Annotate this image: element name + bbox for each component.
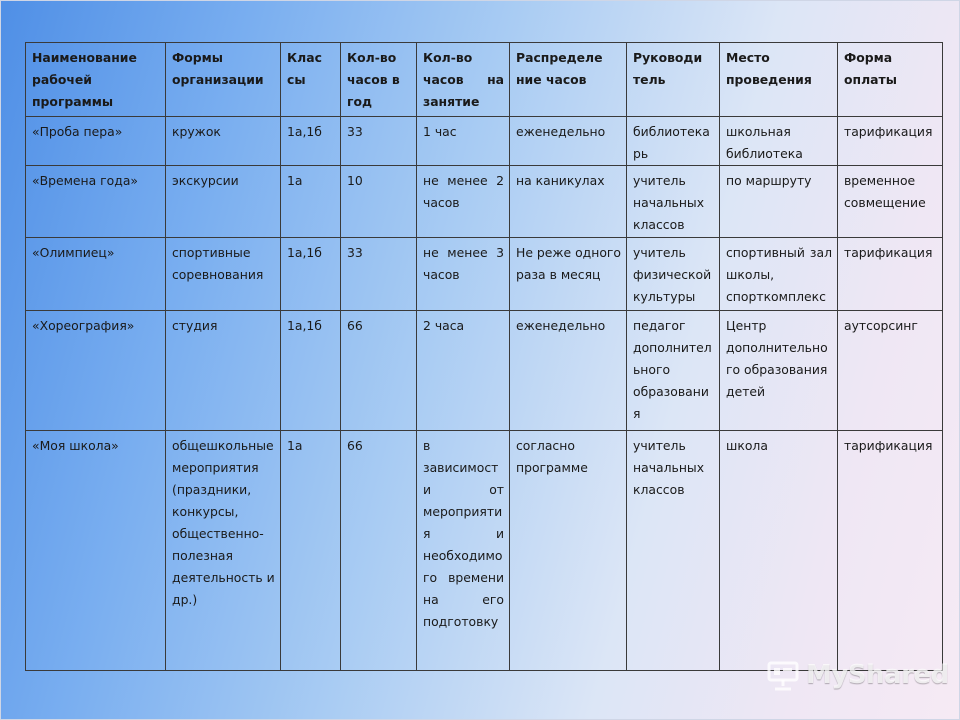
cell-venue: школьная библиотека (720, 117, 838, 166)
header-venue: Место проведения (720, 43, 838, 117)
cell-hours-year: 66 (341, 431, 417, 671)
cell-form: экскурсии (166, 166, 281, 238)
cell-hours-session: не менее 3 часов (417, 238, 510, 311)
header-hours-year: Кол-во часов в год (341, 43, 417, 117)
cell-distribution: на каникулах (510, 166, 627, 238)
table-header-row (26, 43, 943, 117)
table-row (26, 166, 943, 238)
cell-form: спортивные соревнования (166, 238, 281, 311)
header-distribution: Распределе ние часов (510, 43, 627, 117)
cell-hours-session: 1 час (417, 117, 510, 166)
cell-form: общешкольные мероприятия (праздники, конкурсы, общественно-полезная деятельность и др.) (166, 431, 281, 671)
header-forms: Формы организации (166, 43, 281, 117)
cell-classes: 1а (281, 431, 341, 671)
watermark-text: MyShared (806, 660, 949, 690)
cell-venue: Центр дополнительного образования детей (720, 311, 838, 431)
cell-leader: учитель физической культуры (627, 238, 720, 311)
cell-payment: тарификация (838, 238, 943, 311)
cell-hours-session: в зависимости от мероприятия и необходимого времени на его подготовку (417, 431, 510, 671)
cell-classes: 1а (281, 166, 341, 238)
cell-hours-year: 10 (341, 166, 417, 238)
cell-leader: учитель начальных классов (627, 166, 720, 238)
cell-classes: 1а,1б (281, 238, 341, 311)
table-row (26, 117, 943, 166)
cell-classes: 1а,1б (281, 117, 341, 166)
header-hours-session: Кол-во часов на занятие (417, 43, 510, 117)
cell-distribution: еженедельно (510, 117, 627, 166)
cell-hours-session: не менее 2 часов (417, 166, 510, 238)
cell-distribution: согласно программе (510, 431, 627, 671)
projector-icon (766, 658, 800, 692)
cell-payment: тарификация (838, 117, 943, 166)
header-program-name: Наименование рабочей программы (26, 43, 166, 117)
cell-program: «Проба пера» (26, 117, 166, 166)
cell-program: «Олимпиец» (26, 238, 166, 311)
cell-payment: аутсорсинг (838, 311, 943, 431)
cell-leader: библиотекарь (627, 117, 720, 166)
cell-venue: по маршруту (720, 166, 838, 238)
cell-leader: учитель начальных классов (627, 431, 720, 671)
cell-venue: школа (720, 431, 838, 671)
cell-form: кружок (166, 117, 281, 166)
cell-hours-year: 33 (341, 238, 417, 311)
header-payment: Форма оплаты (838, 43, 943, 117)
header-classes: Клас сы (281, 43, 341, 117)
cell-payment: временное совмещение (838, 166, 943, 238)
cell-hours-year: 66 (341, 311, 417, 431)
cell-program: «Моя школа» (26, 431, 166, 671)
cell-program: «Хореография» (26, 311, 166, 431)
cell-venue: спортивный зал школы, спорткомплекс (720, 238, 838, 311)
cell-form: студия (166, 311, 281, 431)
watermark (766, 655, 949, 695)
table-row (26, 311, 943, 431)
cell-hours-year: 33 (341, 117, 417, 166)
table-row (26, 431, 943, 671)
cell-program: «Времена года» (26, 166, 166, 238)
table-row (26, 238, 943, 311)
programs-table (25, 42, 943, 671)
header-leader: Руководи тель (627, 43, 720, 117)
cell-leader: педагог дополнительного образования (627, 311, 720, 431)
cell-hours-session: 2 часа (417, 311, 510, 431)
cell-distribution: еженедельно (510, 311, 627, 431)
cell-classes: 1а,1б (281, 311, 341, 431)
cell-payment: тарификация (838, 431, 943, 671)
cell-distribution: Не реже одного раза в месяц (510, 238, 627, 311)
